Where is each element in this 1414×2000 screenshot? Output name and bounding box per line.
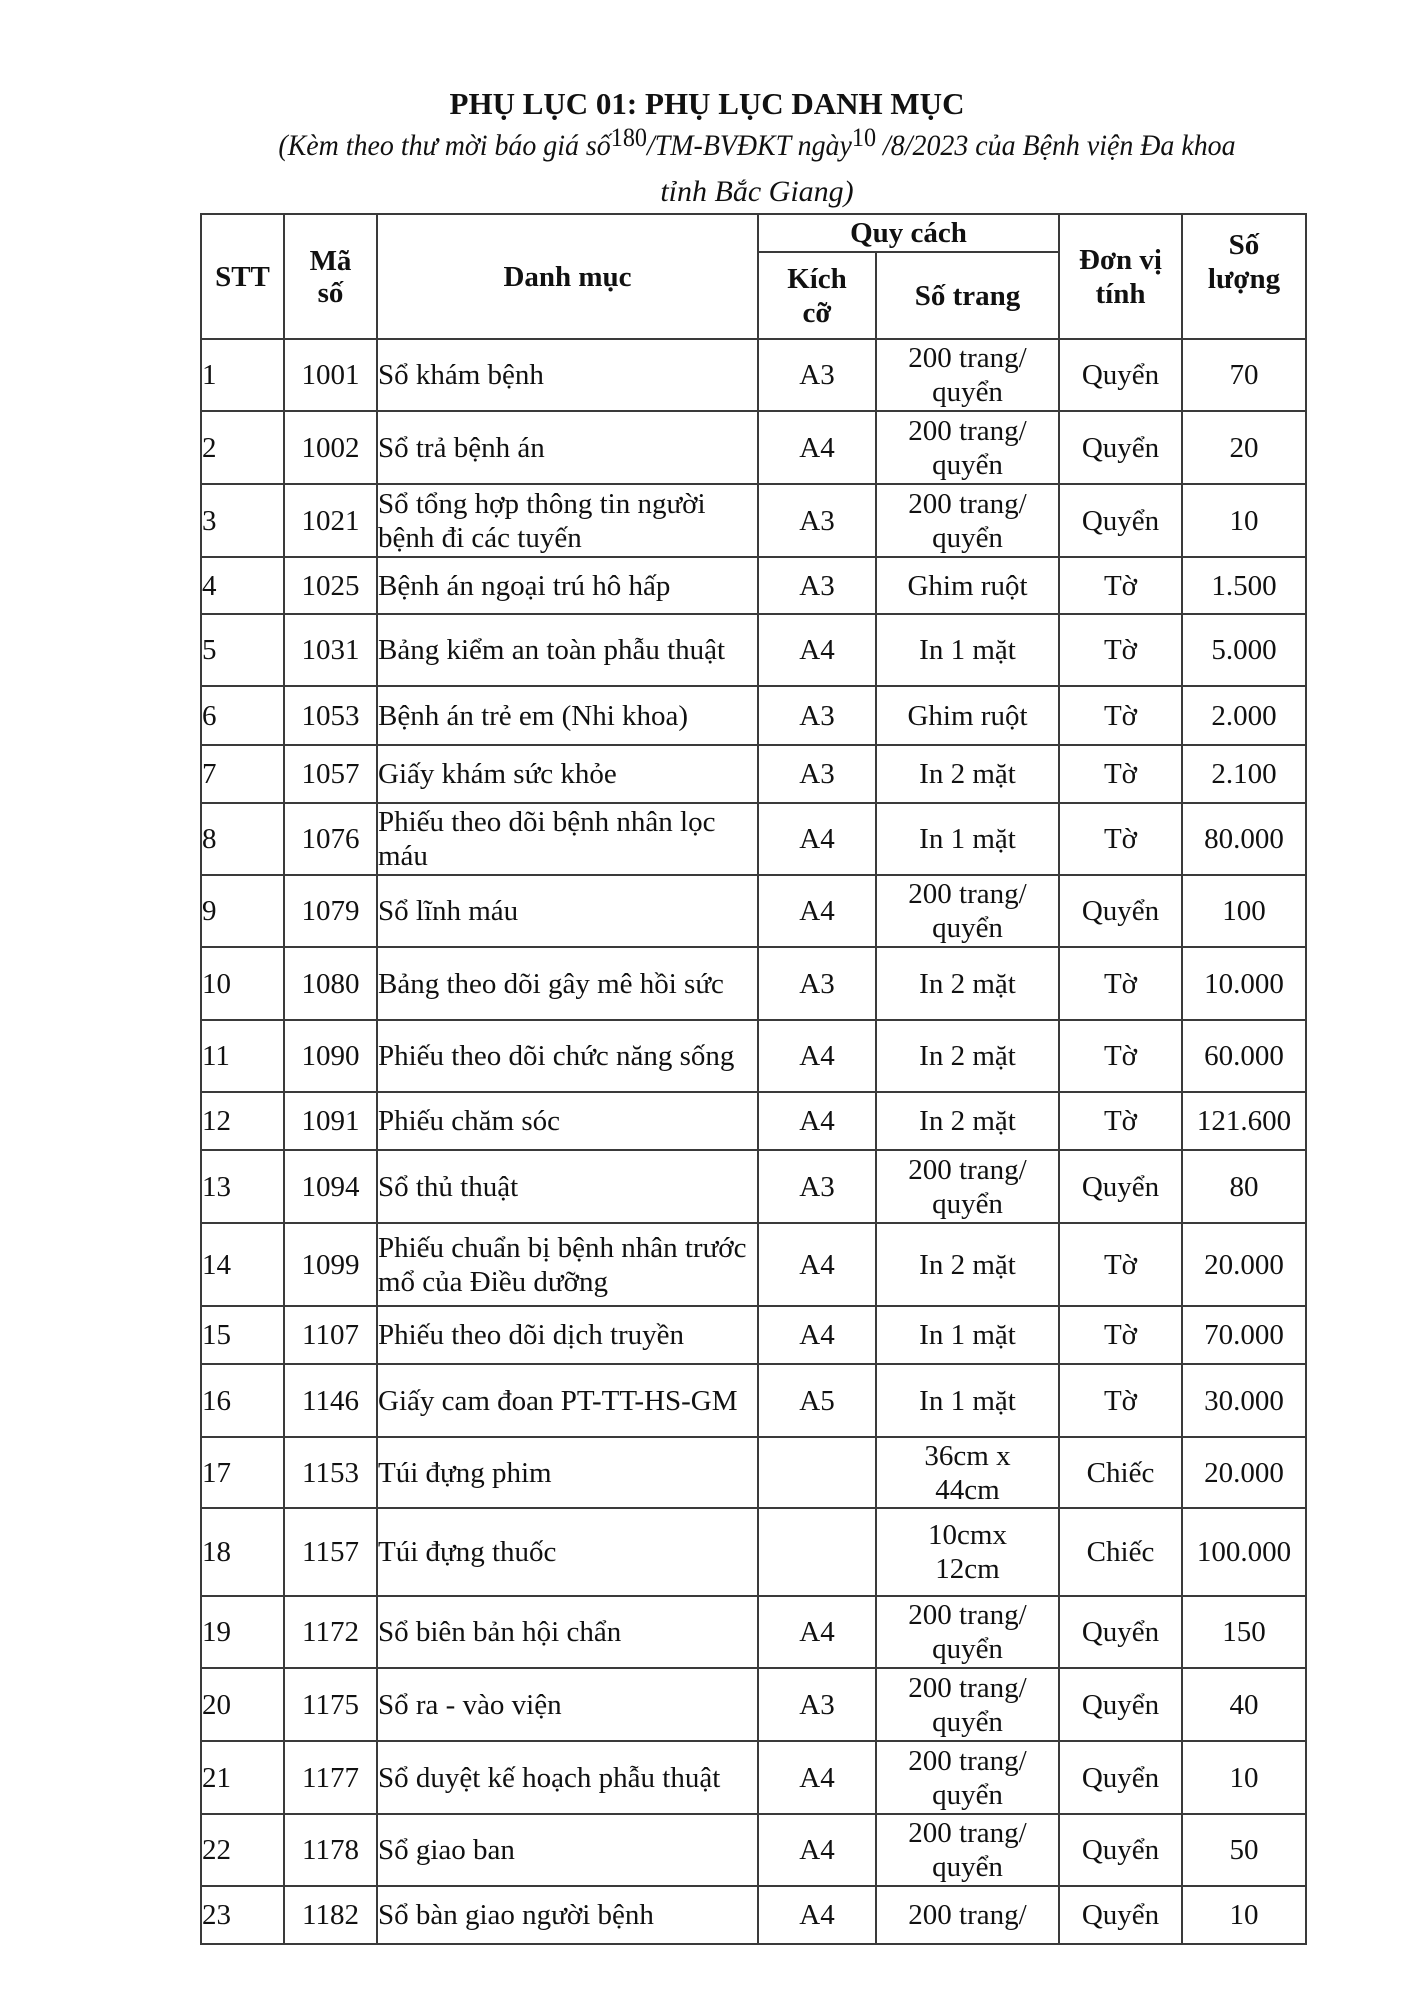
cell-stt: 4 (201, 557, 284, 614)
header-kich-co (758, 252, 876, 339)
cell-stt: 5 (201, 614, 284, 686)
cell-ma-so: 1001 (284, 339, 377, 411)
table-row (201, 1886, 1306, 1944)
table-row (201, 1150, 1306, 1223)
table-row (201, 1020, 1306, 1092)
subtitle-text-1: (Kèm theo thư mời báo giá số (278, 129, 611, 162)
cell-so-trang: In 1 mặt (876, 1306, 1059, 1364)
header-quy-cach: Quy cách (758, 214, 1059, 252)
cell-kich-co: A4 (758, 1223, 876, 1306)
table-row (201, 745, 1306, 803)
cell-so-trang: 200 trang/ quyển (876, 875, 1059, 947)
cell-so-trang: In 2 mặt (876, 1020, 1059, 1092)
cell-kich-co: A3 (758, 686, 876, 745)
header-so-trang: Số trang (876, 252, 1059, 339)
cell-don-vi-tinh: Quyển (1059, 484, 1182, 557)
handwritten-day: 10 (851, 123, 877, 152)
cell-danh-muc: Bảng kiểm an toàn phẫu thuật (377, 614, 758, 686)
cell-stt: 10 (201, 947, 284, 1020)
cell-don-vi-tinh: Tờ (1059, 1020, 1182, 1092)
header-danh-muc: Danh mục (377, 214, 758, 339)
cell-danh-muc: Sổ duyệt kế hoạch phẫu thuật (377, 1741, 758, 1814)
cell-so-trang: 200 trang/ quyển (876, 484, 1059, 557)
cell-danh-muc: Phiếu chuẩn bị bệnh nhân trước mổ của Điều dưỡng (377, 1223, 758, 1306)
cell-kich-co: A5 (758, 1364, 876, 1437)
cell-kich-co: A3 (758, 1150, 876, 1223)
cell-kich-co: A3 (758, 339, 876, 411)
cell-danh-muc: Sổ bàn giao người bệnh (377, 1886, 758, 1944)
table-row (201, 1092, 1306, 1150)
cell-don-vi-tinh: Quyển (1059, 339, 1182, 411)
cell-danh-muc: Phiếu theo dõi bệnh nhân lọc máu (377, 803, 758, 875)
cell-ma-so: 1080 (284, 947, 377, 1020)
cell-don-vi-tinh: Quyển (1059, 1150, 1182, 1223)
subtitle-text-3: /8/2023 của Bệnh viện Đa khoa (876, 129, 1236, 162)
header-stt: STT (201, 214, 284, 339)
cell-ma-so: 1025 (284, 557, 377, 614)
cell-danh-muc: Phiếu chăm sóc (377, 1092, 758, 1150)
cell-stt: 3 (201, 484, 284, 557)
cell-ma-so: 1178 (284, 1814, 377, 1886)
cell-stt: 8 (201, 803, 284, 875)
header-ma-so-label: Mã số (309, 244, 352, 309)
cell-so-trang: 36cm x 44cm (876, 1437, 1059, 1508)
cell-so-trang: 200 trang/ quyển (876, 1814, 1059, 1886)
cell-so-luong: 10 (1182, 1741, 1306, 1814)
cell-kich-co: A4 (758, 875, 876, 947)
cell-so-trang: 200 trang/ (876, 1886, 1059, 1944)
table-row (201, 1306, 1306, 1364)
cell-so-luong: 100 (1182, 875, 1306, 947)
cell-kich-co: A4 (758, 1596, 876, 1668)
cell-ma-so: 1079 (284, 875, 377, 947)
page-title: PHỤ LỤC 01: PHỤ LỤC DANH MỤC (449, 86, 965, 121)
cell-stt: 2 (201, 411, 284, 484)
cell-danh-muc: Sổ ra - vào viện (377, 1668, 758, 1741)
cell-kich-co: A3 (758, 557, 876, 614)
cell-don-vi-tinh: Quyển (1059, 1814, 1182, 1886)
header-so-luong-label: Số lượng (1207, 228, 1281, 295)
cell-danh-muc: Sổ tổng hợp thông tin người bệnh đi các tuyến (377, 484, 758, 557)
cell-danh-muc: Túi đựng thuốc (377, 1508, 758, 1596)
cell-kich-co: A4 (758, 1886, 876, 1944)
table-row (201, 1364, 1306, 1437)
table-row (201, 614, 1306, 686)
cell-so-luong: 20 (1182, 411, 1306, 484)
table-row (201, 1596, 1306, 1668)
cell-so-luong: 100.000 (1182, 1508, 1306, 1596)
table-row (201, 1668, 1306, 1741)
cell-danh-muc: Giấy cam đoan PT-TT-HS-GM (377, 1364, 758, 1437)
table-row (201, 484, 1306, 557)
cell-danh-muc: Bảng theo dõi gây mê hồi sức (377, 947, 758, 1020)
cell-don-vi-tinh: Quyển (1059, 1886, 1182, 1944)
cell-ma-so: 1031 (284, 614, 377, 686)
cell-danh-muc: Phiếu theo dõi chức năng sống (377, 1020, 758, 1092)
cell-don-vi-tinh: Quyển (1059, 1596, 1182, 1668)
cell-ma-so: 1091 (284, 1092, 377, 1150)
cell-stt: 12 (201, 1092, 284, 1150)
cell-kich-co: A4 (758, 803, 876, 875)
cell-ma-so: 1057 (284, 745, 377, 803)
cell-ma-so: 1076 (284, 803, 377, 875)
cell-don-vi-tinh: Tờ (1059, 803, 1182, 875)
cell-ma-so: 1177 (284, 1741, 377, 1814)
table-row (201, 411, 1306, 484)
table-row (201, 1437, 1306, 1508)
cell-so-luong: 5.000 (1182, 614, 1306, 686)
cell-so-luong: 1.500 (1182, 557, 1306, 614)
cell-kich-co (758, 1437, 876, 1508)
header-so-luong (1182, 214, 1306, 339)
cell-so-luong: 70.000 (1182, 1306, 1306, 1364)
cell-stt: 6 (201, 686, 284, 745)
cell-so-luong: 80.000 (1182, 803, 1306, 875)
cell-so-trang: In 1 mặt (876, 1364, 1059, 1437)
cell-danh-muc: Sổ lĩnh máu (377, 875, 758, 947)
cell-so-luong: 2.000 (1182, 686, 1306, 745)
cell-stt: 22 (201, 1814, 284, 1886)
cell-so-trang: 200 trang/ quyển (876, 1150, 1059, 1223)
cell-stt: 1 (201, 339, 284, 411)
cell-so-trang: 200 trang/ quyển (876, 1741, 1059, 1814)
cell-don-vi-tinh: Tờ (1059, 745, 1182, 803)
cell-kich-co: A3 (758, 484, 876, 557)
cell-kich-co: A4 (758, 1020, 876, 1092)
cell-ma-so: 1021 (284, 484, 377, 557)
subtitle-line-2: tỉnh Bắc Giang) (660, 175, 854, 208)
cell-don-vi-tinh: Tờ (1059, 1306, 1182, 1364)
subtitle-text-2: /TM-BVĐKT ngày (647, 129, 852, 162)
cell-so-luong: 121.600 (1182, 1092, 1306, 1150)
cell-danh-muc: Giấy khám sức khỏe (377, 745, 758, 803)
table-row (201, 1814, 1306, 1886)
cell-don-vi-tinh: Tờ (1059, 947, 1182, 1020)
cell-danh-muc: Phiếu theo dõi dịch truyền (377, 1306, 758, 1364)
cell-ma-so: 1107 (284, 1306, 377, 1364)
cell-ma-so: 1153 (284, 1437, 377, 1508)
cell-ma-so: 1090 (284, 1020, 377, 1092)
table-row (201, 557, 1306, 614)
cell-danh-muc: Sổ trả bệnh án (377, 411, 758, 484)
cell-so-luong: 20.000 (1182, 1437, 1306, 1508)
cell-kich-co: A4 (758, 1814, 876, 1886)
cell-stt: 14 (201, 1223, 284, 1306)
catalog-table (200, 213, 1307, 1945)
cell-don-vi-tinh: Chiếc (1059, 1508, 1182, 1596)
cell-don-vi-tinh: Tờ (1059, 614, 1182, 686)
cell-don-vi-tinh: Chiếc (1059, 1437, 1182, 1508)
cell-stt: 13 (201, 1150, 284, 1223)
cell-ma-so: 1099 (284, 1223, 377, 1306)
cell-kich-co: A3 (758, 947, 876, 1020)
cell-so-trang: In 2 mặt (876, 1092, 1059, 1150)
cell-ma-so: 1094 (284, 1150, 377, 1223)
cell-kich-co: A4 (758, 614, 876, 686)
table-row (201, 947, 1306, 1020)
cell-so-trang: Ghim ruột (876, 557, 1059, 614)
cell-so-trang: In 2 mặt (876, 745, 1059, 803)
cell-so-luong: 10.000 (1182, 947, 1306, 1020)
cell-so-trang: 200 trang/ quyển (876, 339, 1059, 411)
cell-don-vi-tinh: Tờ (1059, 1364, 1182, 1437)
cell-so-luong: 20.000 (1182, 1223, 1306, 1306)
cell-ma-so: 1175 (284, 1668, 377, 1741)
cell-stt: 9 (201, 875, 284, 947)
cell-don-vi-tinh: Quyển (1059, 875, 1182, 947)
cell-don-vi-tinh: Tờ (1059, 1092, 1182, 1150)
cell-stt: 7 (201, 745, 284, 803)
cell-kich-co (758, 1508, 876, 1596)
cell-don-vi-tinh: Tờ (1059, 686, 1182, 745)
cell-don-vi-tinh: Tờ (1059, 557, 1182, 614)
cell-so-trang: 200 trang/ quyển (876, 411, 1059, 484)
cell-ma-so: 1002 (284, 411, 377, 484)
cell-so-luong: 40 (1182, 1668, 1306, 1741)
cell-so-trang: In 1 mặt (876, 803, 1059, 875)
cell-danh-muc: Bệnh án ngoại trú hô hấp (377, 557, 758, 614)
cell-stt: 19 (201, 1596, 284, 1668)
cell-so-trang: 200 trang/ quyển (876, 1596, 1059, 1668)
cell-don-vi-tinh: Quyển (1059, 411, 1182, 484)
cell-ma-so: 1053 (284, 686, 377, 745)
cell-kich-co: A3 (758, 1668, 876, 1741)
header-kich-co-label: Kích cỡ (787, 262, 847, 329)
cell-kich-co: A4 (758, 1741, 876, 1814)
header-don-vi-tinh (1059, 214, 1182, 339)
cell-so-trang: 10cmx 12cm (876, 1508, 1059, 1596)
cell-so-luong: 2.100 (1182, 745, 1306, 803)
cell-don-vi-tinh: Quyển (1059, 1741, 1182, 1814)
cell-so-luong: 10 (1182, 1886, 1306, 1944)
cell-ma-so: 1182 (284, 1886, 377, 1944)
cell-danh-muc: Sổ thủ thuật (377, 1150, 758, 1223)
table-row (201, 803, 1306, 875)
table-row (201, 1223, 1306, 1306)
cell-so-trang: In 2 mặt (876, 1223, 1059, 1306)
cell-so-luong: 60.000 (1182, 1020, 1306, 1092)
cell-stt: 18 (201, 1508, 284, 1596)
cell-stt: 20 (201, 1668, 284, 1741)
cell-don-vi-tinh: Tờ (1059, 1223, 1182, 1306)
cell-danh-muc: Sổ biên bản hội chẩn (377, 1596, 758, 1668)
table-row (201, 339, 1306, 411)
cell-stt: 21 (201, 1741, 284, 1814)
cell-kich-co: A4 (758, 1306, 876, 1364)
table-row (201, 1508, 1306, 1596)
cell-danh-muc: Sổ giao ban (377, 1814, 758, 1886)
cell-so-luong: 70 (1182, 339, 1306, 411)
header-ma-so (284, 214, 377, 339)
cell-kich-co: A4 (758, 411, 876, 484)
header-don-vi-tinh-label: Đơn vị tính (1079, 243, 1162, 310)
cell-stt: 16 (201, 1364, 284, 1437)
cell-kich-co: A4 (758, 1092, 876, 1150)
cell-danh-muc: Sổ khám bệnh (377, 339, 758, 411)
cell-stt: 23 (201, 1886, 284, 1944)
cell-ma-so: 1157 (284, 1508, 377, 1596)
cell-stt: 17 (201, 1437, 284, 1508)
cell-so-luong: 80 (1182, 1150, 1306, 1223)
cell-so-luong: 150 (1182, 1596, 1306, 1668)
cell-so-luong: 10 (1182, 484, 1306, 557)
cell-so-luong: 50 (1182, 1814, 1306, 1886)
cell-danh-muc: Túi đựng phim (377, 1437, 758, 1508)
table-row (201, 686, 1306, 745)
cell-so-trang: In 2 mặt (876, 947, 1059, 1020)
table-row (201, 875, 1306, 947)
cell-so-trang: 200 trang/ quyển (876, 1668, 1059, 1741)
handwritten-number: 180 (610, 123, 648, 152)
cell-ma-so: 1146 (284, 1364, 377, 1437)
cell-so-trang: Ghim ruột (876, 686, 1059, 745)
cell-ma-so: 1172 (284, 1596, 377, 1668)
cell-so-trang: In 1 mặt (876, 614, 1059, 686)
cell-stt: 11 (201, 1020, 284, 1092)
cell-don-vi-tinh: Quyển (1059, 1668, 1182, 1741)
table-row (201, 1741, 1306, 1814)
cell-kich-co: A3 (758, 745, 876, 803)
cell-danh-muc: Bệnh án trẻ em (Nhi khoa) (377, 686, 758, 745)
cell-so-luong: 30.000 (1182, 1364, 1306, 1437)
subtitle-line-1 (239, 124, 1275, 169)
cell-stt: 15 (201, 1306, 284, 1364)
